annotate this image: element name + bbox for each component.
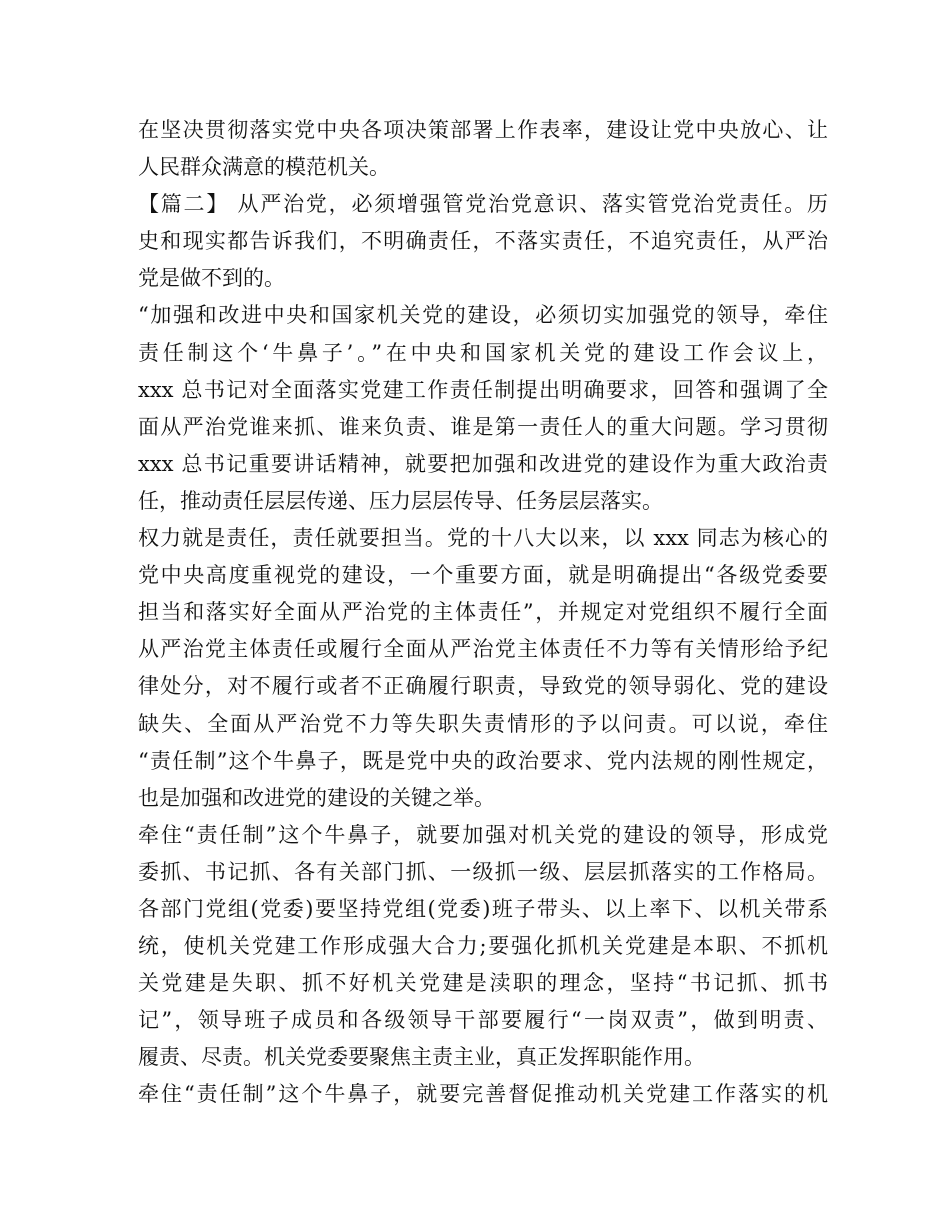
text-line: 担当和落实好全面从严治党的主体责任”，并规定对党组织不履行全面 bbox=[138, 600, 828, 625]
text-line: 权力就是责任，责任就要担当。党的十八大以来，以 xxx 同志为核心的 bbox=[138, 526, 828, 551]
text-line: 律处分，对不履行或者不正确履行职责，导致党的领导弱化、党的建设 bbox=[138, 674, 828, 699]
text-line: 各部门党组(党委)要坚持党组(党委)班子带头、以上率下、以机关带系 bbox=[138, 896, 828, 921]
text-line: 履责、尽责。机关党委要聚焦主责主业，真正发挥职能作用。 bbox=[138, 1045, 705, 1070]
text-line: 缺失、全面从严治党不力等失职失责情形的予以问责。可以说，牵住 bbox=[138, 711, 828, 736]
text-line: 关党建是失职、抓不好机关党建是渎职的理念，坚持“书记抓、抓书 bbox=[138, 971, 828, 996]
text-line: “加强和改进中央和国家机关党的建设，必须切实加强党的领导，牵住 bbox=[138, 303, 828, 328]
text-line: 责任制这个‘牛鼻子’。”在中央和国家机关党的建设工作会议上， bbox=[138, 340, 828, 365]
text-line: xxx 总书记对全面落实党建工作责任制提出明确要求，回答和强调了全 bbox=[138, 377, 828, 402]
text-line: 也是加强和改进党的建设的关键之举。 bbox=[138, 785, 495, 810]
text-line: 面从严治党谁来抓、谁来负责、谁是第一责任人的重大问题。学习贯彻 bbox=[138, 414, 828, 439]
text-line: 党是做不到的。 bbox=[138, 266, 285, 291]
text-line: 史和现实都告诉我们，不明确责任，不落实责任，不追究责任，从严治 bbox=[138, 229, 828, 254]
text-line: 牵住“责任制”这个牛鼻子，就要加强对机关党的建设的领导，形成党 bbox=[138, 822, 828, 847]
text-line: xxx 总书记重要讲话精神，就要把加强和改进党的建设作为重大政治责 bbox=[138, 451, 828, 476]
document-body bbox=[138, 112, 828, 1114]
text-line: 委抓、书记抓、各有关部门抓、一级抓一级、层层抓落实的工作格局。 bbox=[138, 859, 828, 884]
text-line: 党中央高度重视党的建设，一个重要方面，就是明确提出“各级党委要 bbox=[138, 563, 828, 588]
text-line: 统，使机关党建工作形成强大合力;要强化抓机关党建是本职、不抓机 bbox=[138, 934, 828, 959]
text-line: 任，推动责任层层传递、压力层层传导、任务层层落实。 bbox=[138, 488, 663, 513]
text-line: 从严治党主体责任或履行全面从严治党主体责任不力等有关情形给予纪 bbox=[138, 637, 828, 662]
text-line: 记”，领导班子成员和各级领导干部要履行“一岗双责”，做到明责、 bbox=[138, 1008, 828, 1033]
text-line: “责任制”这个牛鼻子，既是党中央的政治要求、党内法规的刚性规定， bbox=[138, 748, 828, 773]
text-line: 牵住“责任制”这个牛鼻子，就要完善督促推动机关党建工作落实的机 bbox=[138, 1082, 828, 1107]
text-line: 人民群众满意的模范机关。 bbox=[138, 155, 390, 180]
text-line: 【篇二】 从严治党，必须增强管党治党意识、落实管党治党责任。历 bbox=[138, 192, 828, 217]
text-line: 在坚决贯彻落实党中央各项决策部署上作表率，建设让党中央放心、让 bbox=[138, 118, 828, 142]
